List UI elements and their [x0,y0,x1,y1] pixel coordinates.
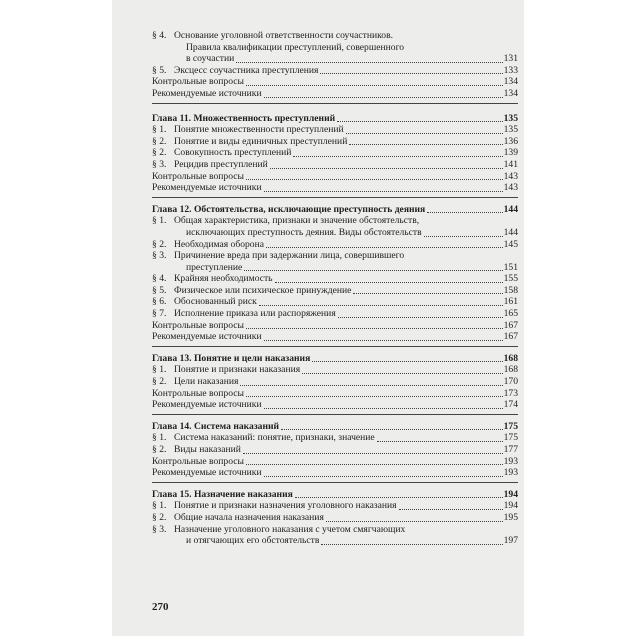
toc-entry-title: Цели наказания [174,376,239,388]
toc-section [152,308,518,320]
dot-leader [264,97,503,98]
section-number: § 1. [152,215,167,227]
toc-item [152,331,518,343]
toc-section [152,65,518,77]
toc-section [152,215,518,238]
toc-item [152,182,518,194]
toc-page-number: 134 [503,87,518,99]
dot-leader [377,441,503,442]
toc-item [152,171,518,183]
toc-page-number: 175 [503,432,518,444]
book-page [112,0,524,636]
toc-entry-title: Глава 11. Множественность преступлений [152,112,336,124]
toc-page-number: 145 [503,238,518,250]
toc-entry-title: Контрольные вопросы [152,455,244,467]
dot-leader [266,247,503,248]
dot-leader [246,85,503,86]
toc-section [152,524,518,547]
toc-page-number: 158 [503,284,518,296]
toc-page-number: 131 [503,53,518,65]
toc-section [152,147,518,159]
toc-section [152,512,518,524]
toc-section [152,250,518,273]
toc-page-number: 194 [503,488,518,500]
dot-leader [295,497,503,498]
chapter-divider [152,482,518,483]
toc-entry-title: Контрольные вопросы [152,319,244,331]
toc-entry-title: Глава 13. Понятие и цели наказания [152,352,311,364]
dot-leader [270,168,503,169]
dot-leader [312,361,502,362]
toc-page-number: 193 [503,467,518,479]
section-number: § 2. [152,444,167,455]
toc-page-number: 167 [503,331,518,343]
toc-page-number: 135 [503,124,518,136]
dot-leader [236,62,502,63]
section-number: § 3. [152,250,167,262]
toc-entry-title: преступление [186,261,243,273]
toc-item [152,320,518,332]
dot-leader [264,408,503,409]
toc-entry-title: Рекомендуемые источники [152,87,262,99]
dot-leader [399,509,503,510]
toc-section [152,285,518,297]
chapter-divider [152,197,518,198]
toc-entry-title: исключающих преступность деяния. Виды обстоятельств [186,226,422,238]
table-of-contents [152,30,518,547]
dot-leader [302,373,502,374]
dot-leader [243,453,503,454]
toc-page-number: 151 [503,261,518,273]
chapter-divider [152,346,518,347]
toc-entry-title: Обоснованный риск [174,296,257,308]
toc-chapter [152,489,518,501]
toc-entry-title: Крайняя необходимость [174,273,273,285]
dot-leader [264,191,503,192]
toc-page-number: 174 [503,399,518,411]
toc-item [152,88,518,100]
toc-entry-title: Контрольные вопросы [152,387,244,399]
toc-section [152,136,518,148]
dot-leader [240,385,502,386]
toc-chapter [152,421,518,433]
toc-item [152,76,518,88]
toc-entry-title: Исполнение приказа или распоряжения [174,308,336,320]
dot-leader [246,179,503,180]
section-number: § 7. [152,308,167,320]
toc-page-number: 135 [503,112,518,124]
toc-section [152,500,518,512]
dot-leader [321,544,502,545]
page-number: 270 [152,601,169,613]
toc-page-number: 195 [503,511,518,523]
toc-item [152,456,518,468]
dot-leader [353,293,502,294]
toc-entry-title: Рекомендуемые источники [152,399,262,411]
toc-page-number: 139 [503,147,518,159]
dot-leader [246,328,503,329]
toc-entry-title: Глава 15. Назначение наказания [152,488,293,500]
section-number: § 3. [152,523,167,535]
toc-section [152,124,518,136]
dot-leader [293,156,502,157]
toc-entry-title: Рецидив преступлений [174,158,268,170]
section-number: § 1. [152,124,167,136]
dot-leader [246,396,503,397]
toc-section [152,273,518,285]
toc-entry-title: Физическое или психическое принуждение [174,284,352,296]
toc-page-number: 173 [503,387,518,399]
toc-page-number: 134 [503,76,518,88]
toc-page-number: 144 [503,203,518,215]
toc-entry-title: Эксцесс соучастника преступления [174,64,319,76]
toc-entry-title: Глава 12. Обстоятельства, исключающие преступность деяния [152,203,426,215]
toc-item [152,399,518,411]
toc-section [152,30,518,65]
toc-page-number: 175 [503,420,518,432]
toc-page-number: 165 [503,308,518,320]
dot-leader [320,73,502,74]
toc-page-number: 170 [503,376,518,388]
section-number: § 5. [152,64,167,76]
section-number: § 2. [152,376,167,388]
toc-chapter [152,204,518,216]
toc-page-number: 143 [503,182,518,194]
dot-leader [275,282,503,283]
toc-entry-title: Рекомендуемые источники [152,182,262,194]
toc-entry-title-line: Назначение уголовного наказания с учетом смягчающих [174,523,406,535]
toc-chapter [152,353,518,365]
toc-page-number: 167 [503,319,518,331]
toc-entry-title-line: Правила квалификации преступлений, совершенного [186,41,405,53]
toc-entry-title: Понятие множественности преступлений [174,124,344,136]
dot-leader [246,464,503,465]
section-number: § 2. [152,135,167,147]
section-number: § 6. [152,296,167,308]
section-number: § 4. [152,273,167,285]
section-number: § 2. [152,147,167,159]
toc-page-number: 155 [503,273,518,285]
toc-page-number: 143 [503,170,518,182]
dot-leader [338,317,503,318]
toc-entry-title: Общие начала назначения наказания [174,511,324,523]
toc-entry-title-line: Общая характеристика, признаки и значение обстоятельств, [174,215,420,227]
dot-leader [337,121,502,122]
dot-leader [349,144,502,145]
toc-page-number: 193 [503,455,518,467]
dot-leader [346,133,503,134]
toc-entry-title: Рекомендуемые источники [152,331,262,343]
toc-page-number: 141 [503,158,518,170]
dot-leader [427,212,502,213]
section-number: § 3. [152,158,167,170]
toc-section [152,364,518,376]
chapter-divider [152,414,518,415]
toc-page-number: 161 [503,296,518,308]
dot-leader [281,429,503,430]
toc-entry-title: Совокупность преступлений [174,147,292,159]
toc-page-number: 168 [503,364,518,376]
toc-page-number: 168 [503,352,518,364]
dot-leader [264,340,503,341]
section-number: § 2. [152,511,167,523]
toc-section [152,296,518,308]
toc-entry-title: в соучастии [186,53,235,65]
toc-section [152,444,518,456]
toc-entry-title: Контрольные вопросы [152,76,244,88]
toc-page-number: 133 [503,64,518,76]
dot-leader [259,305,503,306]
section-number: § 2. [152,238,167,250]
toc-entry-title: Система наказаний: понятие, признаки, значение [174,432,375,444]
dot-leader [326,521,503,522]
section-number: § 1. [152,364,167,376]
toc-section [152,159,518,171]
section-number: § 4. [152,30,167,41]
section-number: § 1. [152,500,167,512]
toc-page-number: 197 [503,535,518,547]
toc-page-number: 194 [503,500,518,512]
toc-page-number: 177 [503,444,518,455]
toc-page-number: 144 [503,226,518,238]
toc-entry-title: Понятие и признаки назначения уголовного наказания [174,500,397,512]
toc-entry-title: Необходимая оборона [174,238,265,250]
toc-entry-title: Понятие и виды единичных преступлений [174,135,348,147]
toc-section [152,376,518,388]
toc-entry-title: Рекомендуемые источники [152,467,262,479]
toc-entry-title: и отягчающих его обстоятельств [186,535,320,547]
dot-leader [264,476,503,477]
toc-entry-title: Понятие и признаки наказания [174,364,301,376]
chapter-divider [152,103,518,104]
toc-item [152,467,518,479]
dot-leader [424,236,503,237]
toc-entry-title: Глава 14. Система наказаний [152,420,280,432]
toc-chapter [152,113,518,125]
section-number: § 5. [152,284,167,296]
toc-entry-title-line: Причинение вреда при задержании лица, совершившего [174,250,405,262]
toc-section [152,239,518,251]
toc-entry-title: Контрольные вопросы [152,170,244,182]
toc-item [152,388,518,400]
toc-entry-title-line: Основание уголовной ответственности соучастников. [174,30,394,41]
toc-section [152,432,518,444]
toc-page-number: 136 [503,135,518,147]
dot-leader [244,270,502,271]
toc-entry-title: Виды наказаний [174,444,241,455]
section-number: § 1. [152,432,167,444]
